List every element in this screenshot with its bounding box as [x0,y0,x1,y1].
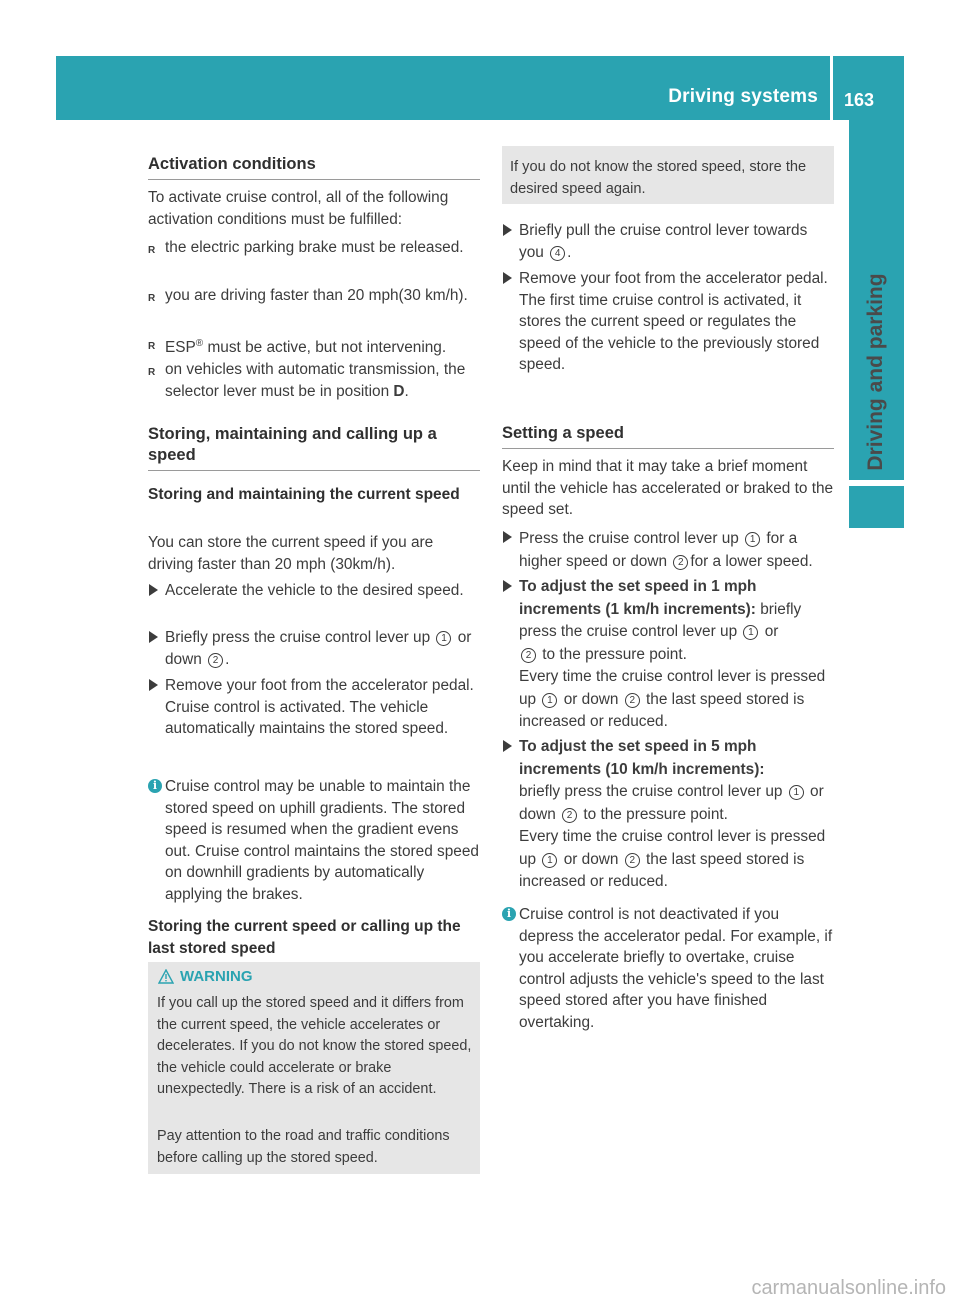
info-note: i Cruise control is not deactivated if you depress the accelerator pedal. For example, if you accelerate briefly to overtake, cruise control adjusts the vehicle's speed to the last speed stored after you have finished overtaking. [502,904,834,1033]
section-title: Driving systems [668,86,818,107]
warning-title: WARNING [180,968,253,985]
chapter-tab [849,120,904,480]
warning-text: If you call up the stored speed and it differs from the current speed, the vehicle accelerates or decelerates. If you do not know the stored speed, the vehicle could accelerate or brake unexpectedly. There is a risk of an accident. [157,995,472,1097]
storing-intro: You can store the current speed if you are driving faster than 20 mph (30km/h). [148,534,434,573]
note-text: If you do not know the stored speed, store the desired speed again. [510,159,807,197]
list-item: R on vehicles with automatic transmission, the selector lever must be in position D. [148,361,466,400]
step-arrow-icon [502,530,513,544]
note-box [502,146,834,204]
subheading-calling-up: Storing the current speed or calling up the last stored speed [148,918,461,957]
step-item: To adjust the set speed in 5 mph increments (10 km/h increments): briefly press the cruise control lever up 1 or down 2 to the pressure point. Every time the cruise control lever is pressed up 1 or down 2 the last speed stored is increased or reduced. [502,736,834,894]
info-icon: i [148,779,162,793]
bullet-marker: R [148,245,156,256]
step-item: Remove your foot from the accelerator pedal. Cruise control is activated. The vehicle automatically maintains the stored speed. [148,675,480,740]
warning-icon [158,969,174,984]
marker-4-icon: 4 [550,246,565,261]
marker-1-icon: 1 [542,853,557,868]
info-note: i Cruise control may be unable to maintain the stored speed on uphill gradients. The stored speed is resumed when the gradient evens out. Cruise control maintains the stored speed on downhill gradients by automatically applying the brakes. [148,776,480,905]
warning-box [148,962,480,1174]
marker-1-icon: 1 [436,631,451,646]
marker-2-icon: 2 [625,693,640,708]
marker-1-icon: 1 [745,532,760,547]
step-arrow-icon [502,739,513,753]
marker-2-icon: 2 [562,808,577,823]
marker-2-icon: 2 [521,648,536,663]
list-item: R you are driving faster than 20 mph(30 km/h). [148,285,480,307]
info-icon: i [502,907,516,921]
setting-intro: Keep in mind that it may take a brief moment until the vehicle has accelerated or braked to the speed set. [502,458,834,518]
chapter-tab-block [849,486,904,528]
step-item: Press the cruise control lever up 1 for a higher speed or down 2 for a lower speed. [502,527,834,573]
step-item: Briefly pull the cruise control lever towards you 4 . [502,220,834,263]
header-divider [830,56,833,120]
marker-1-icon: 1 [743,625,758,640]
step-arrow-icon [148,678,159,692]
heading-setting-speed: Setting a speed [502,423,834,449]
step-arrow-icon [502,271,513,285]
heading-storing-speed: Storing, maintaining and calling up a speed [148,424,480,471]
activation-intro: To activate cruise control, all of the following activation conditions must be fulfilled: [148,189,449,228]
list-item: R ESP® must be active, but not intervening. [148,338,447,357]
marker-1-icon: 1 [542,693,557,708]
list-item: R the electric parking brake must be released. [148,237,480,259]
header-bar [56,56,904,120]
chapter-tab-label: Driving and parking [864,273,887,471]
step-arrow-icon [502,579,513,593]
step-item: Remove your foot from the accelerator pedal. The first time cruise control is activated, it stores the current speed or regulates the speed of the vehicle to the previously stored speed. [502,268,834,376]
marker-2-icon: 2 [673,555,688,570]
bullet-marker: R [148,341,156,352]
page-number: 163 [844,90,875,110]
marker-1-icon: 1 [789,785,804,800]
watermark: carmanualsonline.info [751,1277,946,1299]
step-arrow-icon [148,630,159,644]
subheading-storing-current: Storing and maintaining the current speed [148,486,460,503]
bullet-marker: R [148,367,156,378]
marker-2-icon: 2 [625,853,640,868]
step-item: To adjust the set speed in 1 mph increments (1 km/h increments): briefly press the cruise control lever up 1 or 2 to the pressure point. Every time the cruise control lever is pressed up 1 or down 2 the last speed stored is increased or reduced. [502,576,834,734]
marker-2-icon: 2 [208,653,223,668]
heading-activation-conditions: Activation conditions [148,154,480,180]
warning-advice: Pay attention to the road and traffic conditions before calling up the stored speed. [157,1128,450,1166]
step-arrow-icon [148,583,159,597]
step-item: Briefly press the cruise control lever up 1 or down 2 . [148,627,480,670]
step-item: Accelerate the vehicle to the desired speed. [148,580,480,602]
bullet-marker: R [148,293,156,304]
step-arrow-icon [502,223,513,237]
